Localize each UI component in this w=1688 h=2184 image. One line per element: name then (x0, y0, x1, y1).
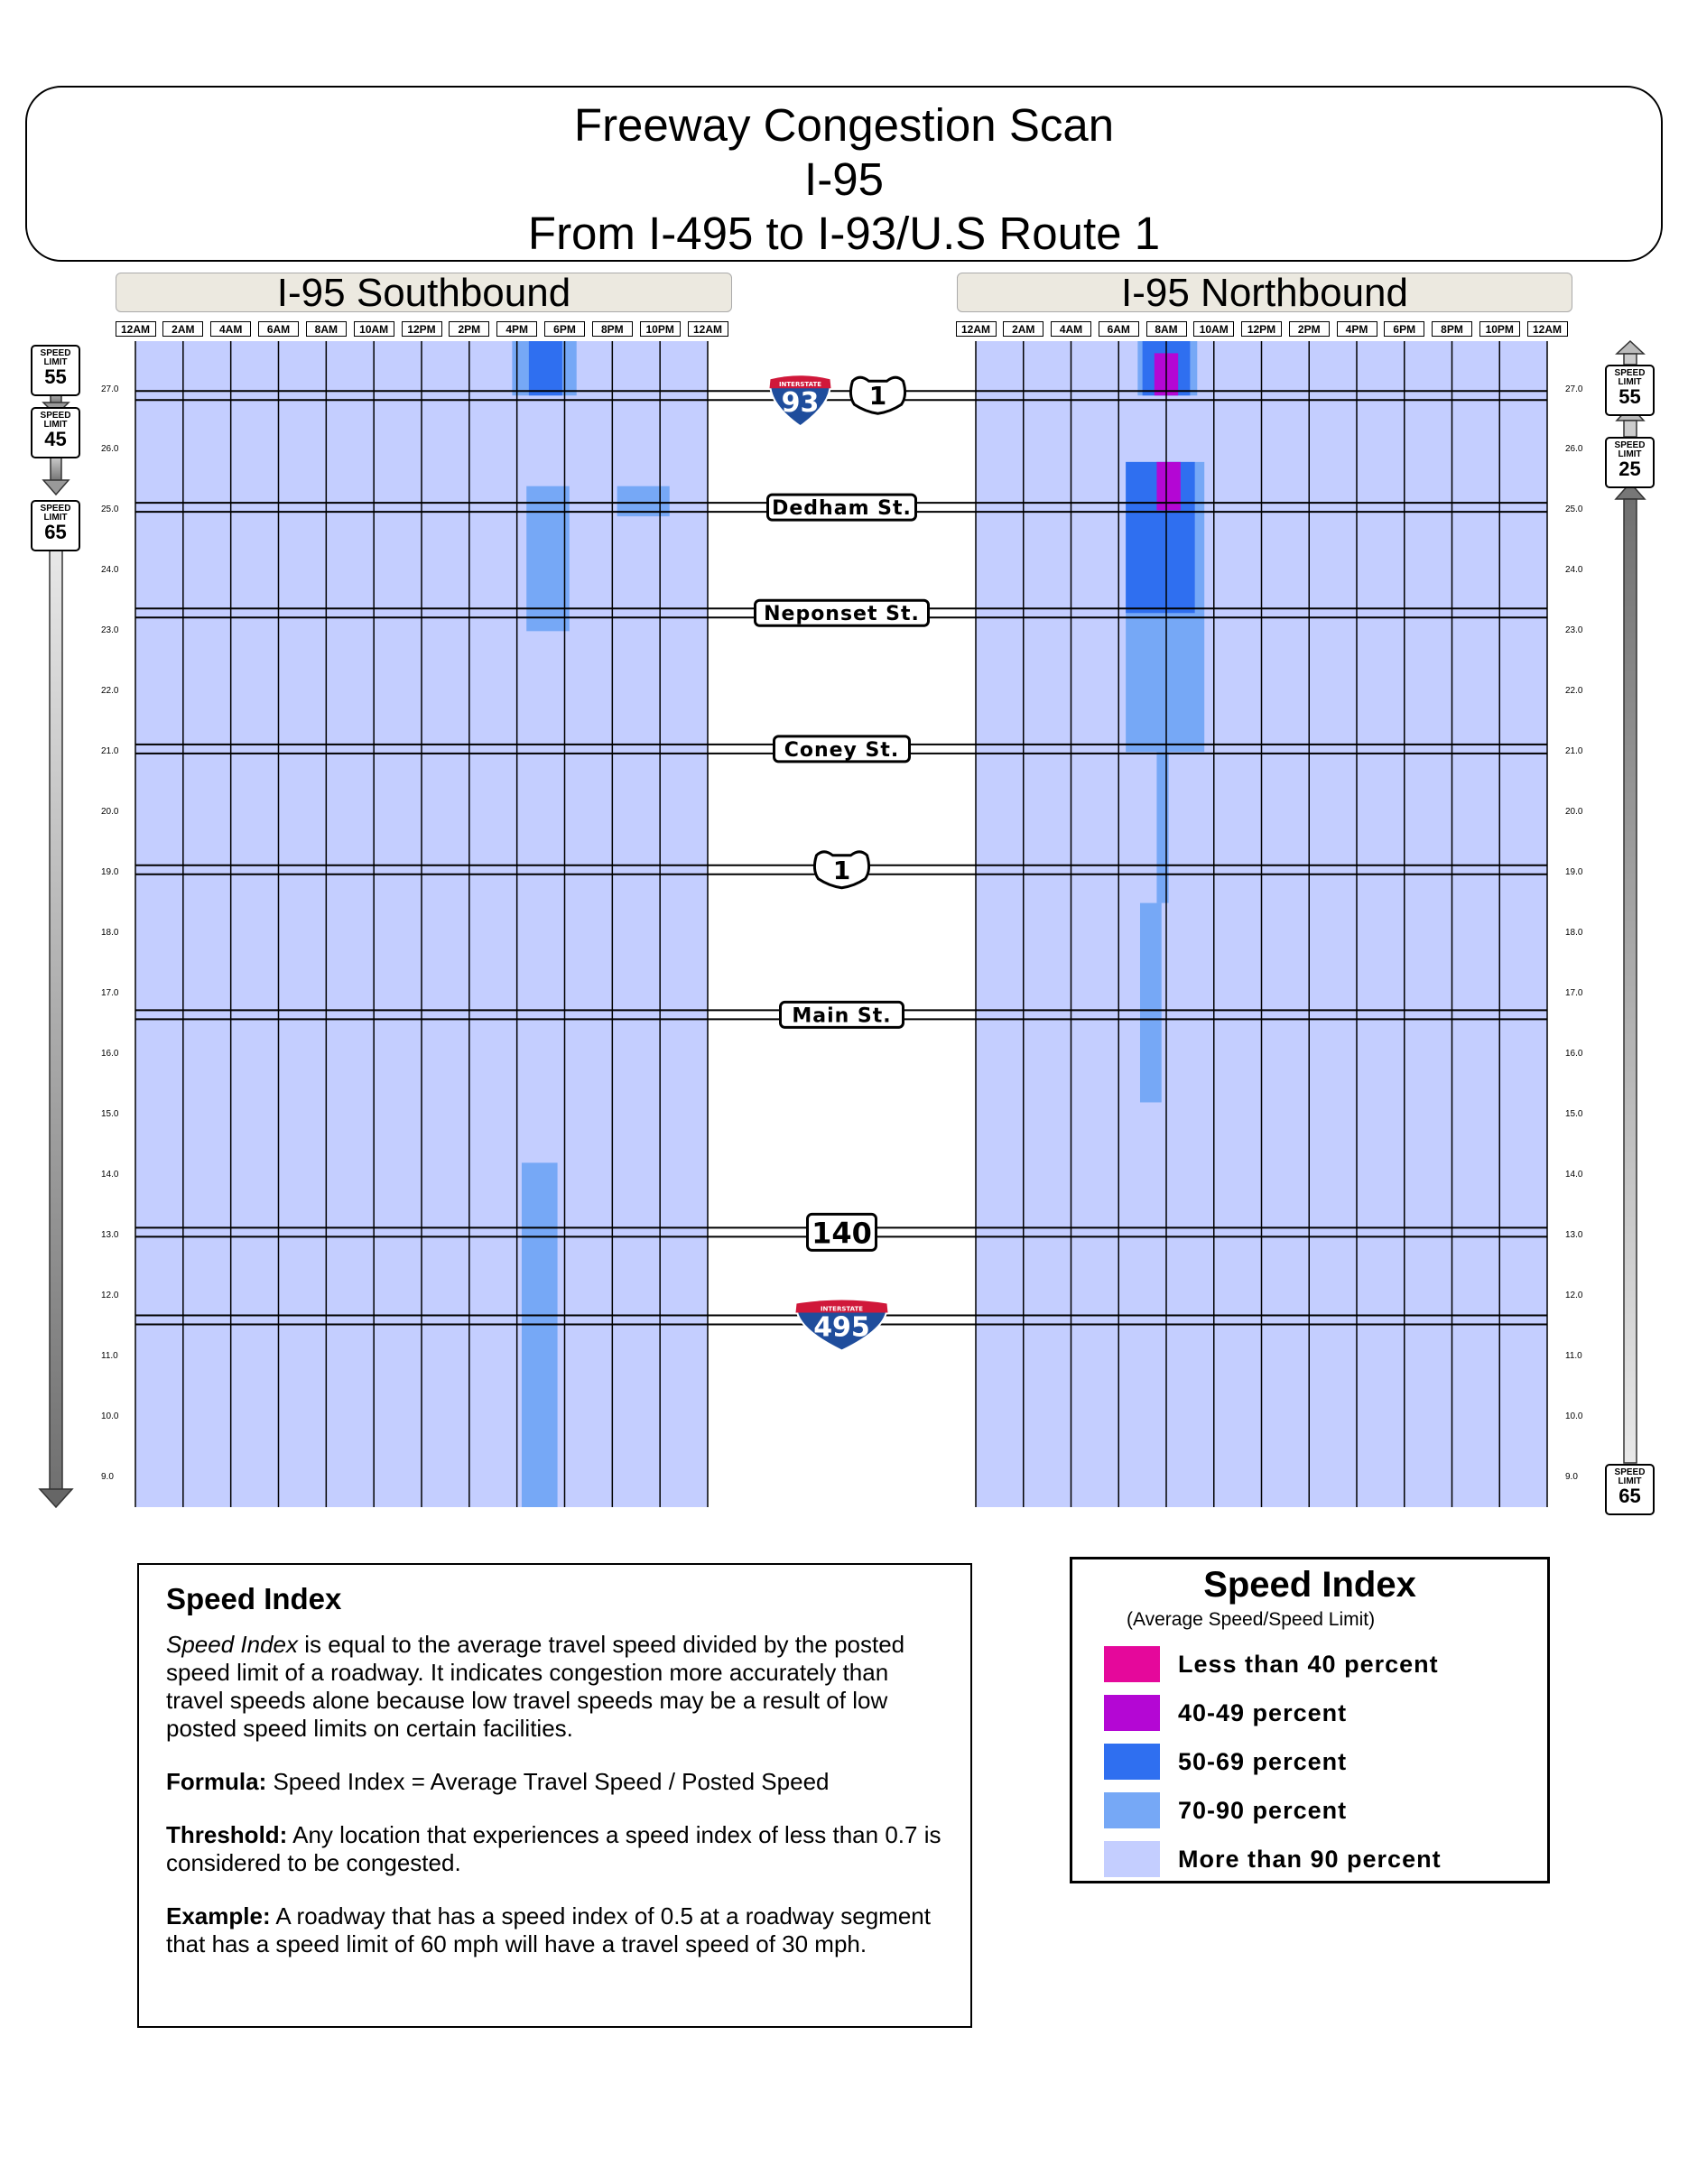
milepost-tick-label: 27.0 (101, 384, 119, 394)
time-tick-label: 2PM (449, 321, 489, 337)
right-arrow-up-icon-1 (1617, 341, 1644, 354)
milepost-tick-label: 23.0 (101, 625, 119, 636)
info-term: Speed Index (166, 1631, 299, 1658)
speed-limit-value: 55 (44, 366, 67, 388)
street-sign (781, 1002, 904, 1027)
time-tick-label: 10PM (640, 321, 681, 337)
time-tick-label: 12AM (1527, 321, 1568, 337)
congestion-cell (522, 1162, 558, 1507)
time-tick-label: 4AM (210, 321, 251, 337)
legend-swatch (1104, 1646, 1160, 1682)
threshold-text: Any location that experiences a speed index of less than 0.7 is considered to be congested. (166, 1821, 941, 1876)
street-sign (774, 736, 910, 762)
speed-limit-sign-left-1 (31, 345, 80, 396)
left-arrow-down-icon (40, 1489, 72, 1507)
milepost-tick-label: 22.0 (101, 686, 119, 697)
milepost-tick-label: 21.0 (101, 746, 119, 757)
us-route-shield-icon (814, 852, 868, 888)
example-text: A roadway that has a speed index of 0.5 at a roadway segment that has a speed limit of 60 mph will have a travel speed of 30 mph. (166, 1902, 931, 1957)
street-sign-label: Dedham St. (772, 497, 912, 521)
time-tick-label: 6AM (258, 321, 299, 337)
segment-subtitle: From I-495 to I-93/U.S Route 1 (527, 208, 1161, 259)
milepost-tick-label: 25.0 (1565, 504, 1583, 515)
shield-number: 1 (868, 381, 887, 412)
time-tick-label: 10AM (354, 321, 394, 337)
legend-label: Less than 40 percent (1178, 1651, 1439, 1678)
time-tick-label: 6PM (544, 321, 585, 337)
time-tick-label: 4PM (496, 321, 537, 337)
milepost-tick-label: 15.0 (1565, 1108, 1583, 1119)
speed-limit-value: 55 (1618, 385, 1641, 408)
legend-swatch (1104, 1792, 1160, 1828)
milepost-tick-label: 16.0 (101, 1048, 119, 1059)
interstate-shield-icon (796, 1300, 888, 1350)
time-tick-label: 12AM (956, 321, 997, 337)
left-arrow-head-2 (43, 480, 69, 495)
us-route-shield-icon (850, 377, 904, 413)
southbound-header: I-95 Southbound (116, 273, 732, 312)
info-definition (166, 1631, 943, 1743)
milepost-tick-label: 9.0 (1565, 1471, 1578, 1482)
page-title: Freeway Congestion Scan (573, 99, 1115, 151)
milepost-tick-label: 25.0 (101, 504, 119, 515)
time-tick-label: 12PM (402, 321, 442, 337)
interstate-shield-icon (770, 375, 831, 426)
street-sign-label: Main St. (792, 1004, 892, 1028)
milepost-tick-label: 27.0 (1565, 384, 1583, 394)
speed-limit-caption: SPEED LIMIT (1614, 1467, 1646, 1486)
milepost-tick-label: 18.0 (101, 928, 119, 939)
shield-number: 1 (832, 855, 851, 885)
example-label: Example: (166, 1902, 271, 1930)
right-arrow-shaft-1 (1624, 354, 1637, 365)
speed-limit-value: 65 (1618, 1485, 1641, 1507)
milepost-tick-label: 9.0 (101, 1471, 114, 1482)
milepost-tick-label: 10.0 (1565, 1411, 1583, 1421)
speed-limit-value: 25 (1618, 458, 1641, 480)
milepost-tick-label: 24.0 (1565, 565, 1583, 576)
threshold-label: Threshold: (166, 1821, 288, 1848)
info-threshold (166, 1821, 943, 1877)
heatmap-panel-southbound (135, 341, 708, 1507)
legend-label: 40-49 percent (1178, 1699, 1348, 1726)
milepost-tick-label: 18.0 (1565, 928, 1583, 939)
speed-limit-caption: SPEED LIMIT (1614, 368, 1646, 387)
time-tick-label: 10PM (1479, 321, 1520, 337)
milepost-tick-label: 24.0 (101, 565, 119, 576)
milepost-tick-label: 10.0 (101, 1411, 119, 1421)
milepost-tick-label: 21.0 (1565, 746, 1583, 757)
street-sign (756, 600, 929, 625)
street-sign-label: Neponset St. (764, 603, 920, 626)
time-tick-label: 12PM (1241, 321, 1282, 337)
time-tick-label: 10AM (1193, 321, 1234, 337)
speed-limit-caption: SPEED LIMIT (40, 504, 71, 523)
legend-swatch (1104, 1744, 1160, 1780)
time-tick-label: 4AM (1051, 321, 1091, 337)
info-heading: Speed Index (166, 1582, 342, 1615)
route-subtitle: I-95 (804, 153, 884, 205)
northbound-header: I-95 Northbound (957, 273, 1572, 312)
shield-banner-text: INTERSTATE (820, 1305, 864, 1313)
heatmap-panel-northbound (976, 341, 1547, 1507)
time-tick-label: 8AM (306, 321, 347, 337)
legend-label: 50-69 percent (1178, 1748, 1348, 1775)
milepost-tick-label: 19.0 (101, 867, 119, 878)
speed-limit-sign-right-1 (1605, 365, 1655, 416)
time-tick-label: 8PM (1432, 321, 1472, 337)
speed-limit-sign-left-3 (31, 500, 80, 551)
info-formula (166, 1768, 943, 1796)
formula-label: Formula: (166, 1768, 267, 1795)
legend-title: Speed Index (1203, 1565, 1416, 1605)
time-tick-label: 2AM (162, 321, 203, 337)
time-tick-label: 4PM (1337, 321, 1377, 337)
street-sign-label: Coney St. (784, 738, 900, 762)
milepost-tick-label: 14.0 (1565, 1169, 1583, 1180)
congestion-cell (529, 341, 562, 395)
street-sign (768, 495, 916, 520)
shield-banner-text: INTERSTATE (778, 381, 822, 389)
congestion-cell (1140, 903, 1162, 1103)
milepost-tick-label: 17.0 (101, 987, 119, 998)
milepost-tick-label: 17.0 (1565, 987, 1583, 998)
milepost-tick-label: 15.0 (101, 1108, 119, 1119)
speed-limit-caption: SPEED LIMIT (40, 411, 71, 430)
milepost-tick-label: 20.0 (1565, 807, 1583, 818)
speed-limit-value: 65 (44, 521, 67, 543)
milepost-tick-label: 16.0 (1565, 1048, 1583, 1059)
state-route-sign-icon (808, 1214, 876, 1250)
milepost-tick-label: 20.0 (101, 807, 119, 818)
speed-limit-caption: SPEED LIMIT (40, 348, 71, 367)
time-tick-label: 8AM (1146, 321, 1187, 337)
speed-limit-sign-right-3 (1605, 1464, 1655, 1515)
milepost-tick-label: 12.0 (1565, 1290, 1583, 1300)
time-tick-label: 12AM (688, 321, 728, 337)
legend-swatch (1104, 1695, 1160, 1731)
time-tick-label: 8PM (592, 321, 633, 337)
time-tick-label: 2AM (1003, 321, 1043, 337)
formula-text: Speed Index = Average Travel Speed / Posted Speed (266, 1768, 830, 1795)
info-definition-text: is equal to the average travel speed divided by the posted speed limit of a roadway. It indicates congestion more accurately than travel speeds alone because low travel speeds may be a result of low posted speed limits on certain facilities. (166, 1631, 905, 1742)
legend-swatch (1104, 1841, 1160, 1877)
right-arrow-shaft-3 (1624, 499, 1637, 1463)
shield-number: 93 (781, 387, 820, 420)
milepost-tick-label: 14.0 (101, 1169, 119, 1180)
speed-limit-sign-left-2 (31, 407, 80, 458)
speed-index-info (137, 1563, 972, 2028)
milepost-tick-label: 11.0 (1565, 1350, 1582, 1361)
legend-subtitle: (Average Speed/Speed Limit) (1127, 1609, 1376, 1630)
milepost-tick-label: 23.0 (1565, 625, 1583, 636)
milepost-tick-label: 12.0 (101, 1290, 119, 1300)
milepost-tick-label: 26.0 (101, 444, 119, 455)
time-tick-label: 6PM (1384, 321, 1424, 337)
shield-number: 495 (813, 1311, 870, 1344)
milepost-tick-label: 22.0 (1565, 686, 1583, 697)
legend-label: More than 90 percent (1178, 1846, 1442, 1873)
state-sign-number: 140 (812, 1216, 872, 1251)
left-arrow-shaft-3 (50, 545, 62, 1493)
time-tick-label: 12AM (116, 321, 156, 337)
legend-label: 70-90 percent (1178, 1797, 1348, 1824)
time-tick-label: 6AM (1099, 321, 1139, 337)
milepost-tick-label: 11.0 (101, 1350, 118, 1361)
milepost-tick-label: 13.0 (101, 1229, 119, 1240)
speed-index-legend (1070, 1557, 1550, 1883)
milepost-tick-label: 26.0 (1565, 444, 1583, 455)
info-example (166, 1902, 943, 1958)
milepost-tick-label: 13.0 (1565, 1229, 1583, 1240)
speed-limit-value: 45 (44, 428, 67, 450)
speed-limit-caption: SPEED LIMIT (1614, 440, 1646, 459)
right-arrow-shaft-2 (1624, 421, 1637, 437)
milepost-tick-label: 19.0 (1565, 867, 1583, 878)
time-tick-label: 2PM (1289, 321, 1330, 337)
speed-limit-sign-right-2 (1605, 437, 1655, 488)
